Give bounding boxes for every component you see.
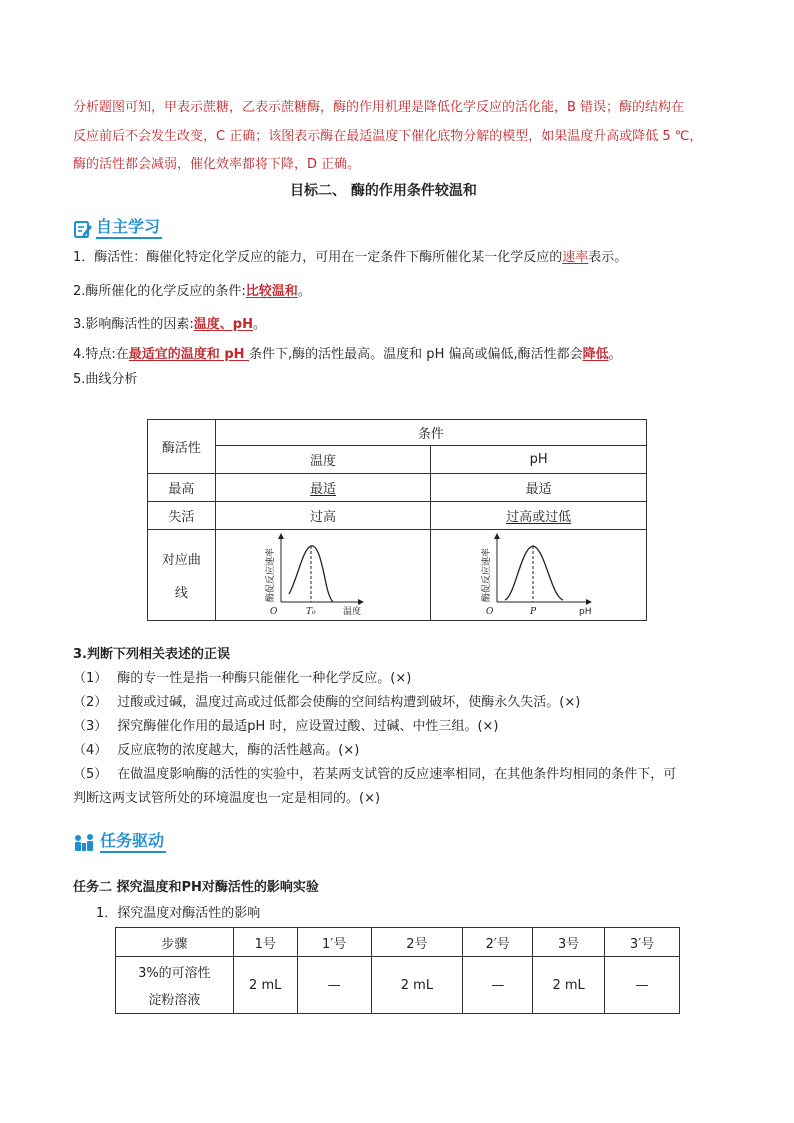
curve-table-row-curve [148,530,216,621]
temp-chart-ylabel: 酶促反应速率 [266,547,277,602]
temp-chart-origin: O [270,607,278,616]
curve-table-lost-temp: 过高 [215,502,431,530]
item-5: 5.曲线分析 [73,372,138,387]
judge-q5 [73,763,676,782]
exp-header-step: 步骤 [116,928,234,957]
judge-q4-num: （4） [73,743,108,758]
item-4-answer-2: 降低 [582,347,609,362]
temp-chart-peak: T₀ [306,607,316,616]
ph-chart-origin: O [485,607,494,616]
ph-curve-chart [469,530,609,616]
item-2-text: 2.酶所催化的化学反应的条件: [73,284,246,299]
curve-table-highest-ph: 最适 [431,474,647,502]
curve-table-header-activity: 酶活性 [148,420,216,474]
curve-table-row-lost: 失活 [148,502,216,530]
exp-header-3p: 3′号 [605,928,680,957]
item-3-end: 。 [252,317,266,332]
judge-q1-text: 酶的专一性是指一种酶只能催化一种化学反应。(×) [117,671,412,686]
judge-q2-text: 过酸或过碱，温度过高或过低都会使酶的空间结构遭到破坏，使酶永久失活。(×) [117,695,581,710]
judge-title: 3.判断下列相关表述的正误 [73,647,230,662]
curve-table-header-condition: 条件 [215,420,646,446]
item-3 [73,313,266,332]
item-4-text: 4.特点:在 [73,347,129,362]
task-drive-header [73,828,166,853]
ph-chart-peak: P [529,607,536,616]
judge-q3 [73,715,498,734]
analysis-line-1: 分析题图可知，甲表示蔗糖，乙表示蔗糖酶，酶的作用机理是降低化学反应的活化能，B 错误；酶的结构在 [73,100,685,115]
curve-table [147,419,647,621]
exp-row1-val-1p: — [297,957,371,1014]
item-1-answer: 速率 [562,250,589,265]
item-1-end: 表示。 [588,250,628,265]
analysis-line-2: 反应前后不会发生改变，C 正确；该图表示酶在最适温度下催化底物分解的模型，如果温度升高或降低 5 ℃， [73,129,703,144]
judge-q5-num: （5） [73,767,108,782]
item-4 [73,343,622,362]
item-3-answer: 温度、pH [193,317,253,332]
exp-header-1: 1号 [233,928,297,957]
temp-curve-cell [215,530,431,621]
exp-row1-label-b: 淀粉溶液 [148,993,201,1008]
judge-q3-num: （3） [73,719,108,734]
ph-chart-ylabel: 酶促反应速率 [481,547,492,602]
exp-header-3: 3号 [533,928,605,957]
exp-row1-val-3: 2 mL [533,957,605,1014]
team-icon [73,833,97,853]
curve-row-label-1: 对应曲 [161,553,201,568]
ph-curve-cell [431,530,647,621]
judge-q4 [73,739,359,758]
temp-chart-xlabel: 温度 [343,607,362,616]
curve-table-row-highest: 最高 [148,474,216,502]
judge-q1-num: （1） [73,671,108,686]
item-4-mid: 条件下,酶的活性最高。温度和 pH 偏高或偏低,酶活性都会 [249,347,583,362]
task2-title: 任务二 探究温度和PH对酶活性的影响实验 [73,880,319,895]
item-1 [73,246,627,265]
curve-table-highest-temp: 最适 [310,482,337,497]
item-2-answer: 比较温和 [245,284,298,299]
curve-row-label-2: 线 [174,586,188,601]
goal-title: 目标二、 酶的作用条件较温和 [290,183,477,199]
judge-q3-text: 探究酶催化作用的最适pH 时，应设置过酸、过碱、中性三组。(×) [117,719,499,734]
self-study-header [73,214,162,239]
task2-sub: 1．探究温度对酶活性的影响 [96,906,261,921]
item-4-answer: 最适宜的温度和 pH [128,347,250,362]
exp-header-1p: 1′号 [297,928,371,957]
judge-q4-text: 反应底物的浓度越大，酶的活性越高。(×) [117,743,360,758]
ph-chart-xlabel: pH [578,607,592,616]
exp-row1-label-a: 3%的可溶性 [138,966,211,981]
judge-q1 [73,667,411,686]
curve-table-header-ph: pH [431,446,647,474]
item-2-end: 。 [297,284,311,299]
curve-table-lost-ph: 过高或过低 [506,510,572,525]
ph-curve-line [505,546,563,600]
exp-row1-val-2: 2 mL [371,957,463,1014]
curve-table-header-temp: 温度 [215,446,431,474]
exp-row1-val-1: 2 mL [233,957,297,1014]
judge-q2-num: （2） [73,695,108,710]
exp-header-2p: 2′号 [463,928,533,957]
exp-row1-val-3p: — [605,957,680,1014]
judge-q5-cont: 判断这两支试管所处的环境温度也一定是相同的。(×) [73,791,381,806]
task-drive-label: 任务驱动 [100,828,166,853]
self-study-label: 自主学习 [96,214,162,239]
exp-row1-label [116,957,234,1014]
temp-curve-chart [253,530,393,616]
analysis-line-3: 酶的活性都会减弱，催化效率都将下降，D 正确。 [73,157,361,172]
exp-row1-val-2p: — [463,957,533,1014]
note-edit-icon [73,219,93,239]
exp-header-2: 2号 [371,928,463,957]
item-2 [73,280,311,299]
item-3-text: 3.影响酶活性的因素: [73,317,194,332]
experiment-table [115,927,680,1014]
judge-q5-text-a: 在做温度影响酶的活性的实验中，若某两支试管的反应速率相同，在其他条件均相同的条件下，可 [117,767,677,782]
item-4-end: 。 [608,347,622,362]
judge-q2 [73,691,580,710]
item-1-text: 1．酶活性：酶催化特定化学反应的能力，可用在一定条件下酶所催化某一化学反应的 [73,250,563,265]
